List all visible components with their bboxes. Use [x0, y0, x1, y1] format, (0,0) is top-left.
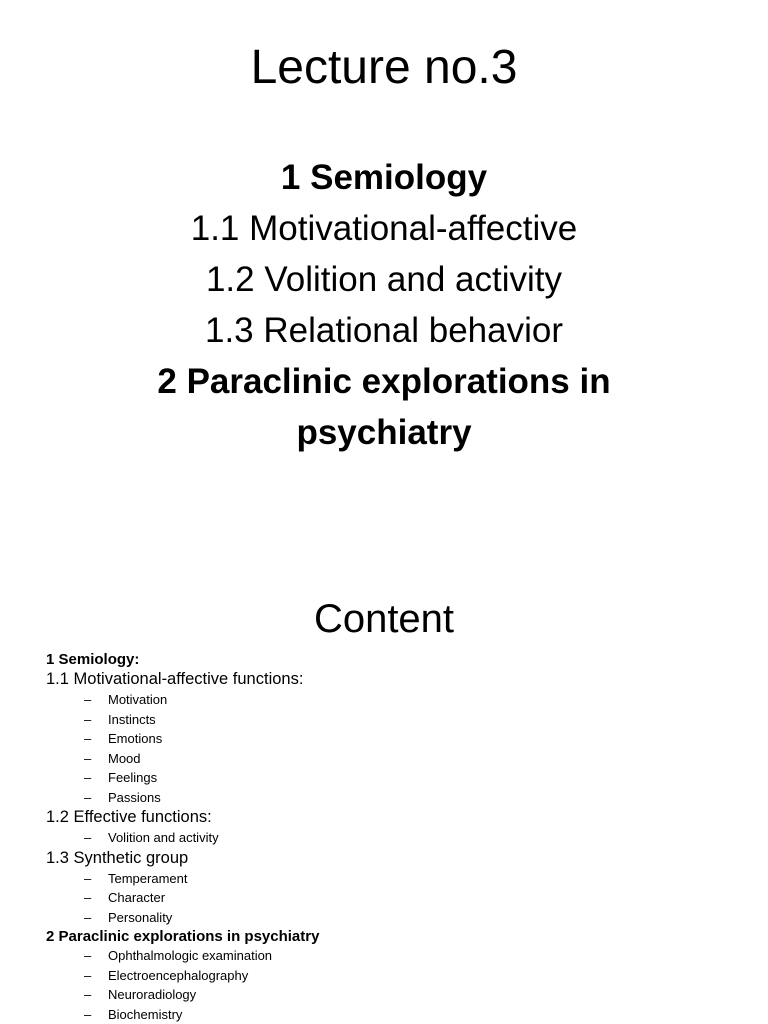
list-item: – Neuroradiology: [84, 987, 197, 1002]
lecture-outline: [0, 152, 768, 458]
outline-item-motivational-affective: 1.1 Motivational-affective: [190, 209, 578, 248]
section-label: 1.1 Motivational-affective functions:: [46, 670, 304, 688]
list-item: – Mood: [84, 750, 141, 766]
outline-item-paraclinic: 2 Paraclinic explorations in psychiatry: [157, 362, 611, 452]
list-item: – Ophthalmologic examination: [84, 948, 273, 963]
list-item: – Temperament: [84, 870, 188, 886]
outline-item-volition-activity: 1.2 Volition and activity: [205, 260, 563, 299]
list-item: – Volition and activity: [84, 830, 219, 845]
list-item: – Emotions: [84, 731, 163, 746]
content-title: Content: [313, 597, 455, 641]
semiology-heading: 1 Semiology:: [46, 651, 140, 668]
outline-item-semiology: 1 Semiology: [280, 158, 488, 197]
paraclinic-heading: 2 Paraclinic explorations in psychiatry: [46, 928, 320, 945]
outline-item-relational-behavior: 1.3 Relational behavior: [204, 311, 563, 350]
list-item: – Motivation: [84, 692, 168, 707]
lecture-title: Lecture no.3: [250, 41, 518, 94]
list-item: – Feelings: [84, 770, 158, 785]
section-label: 1.3 Synthetic group: [46, 848, 189, 867]
list-item: – Character: [84, 890, 166, 905]
section-label: 1.2 Effective functions:: [46, 808, 212, 826]
list-item: – Instincts: [84, 711, 156, 727]
content-list: [46, 650, 726, 1024]
list-item: – Electroencephalography: [84, 967, 249, 983]
list-item: – Personality: [84, 909, 173, 925]
list-item: – Biochemistry: [84, 1006, 183, 1022]
list-item: – Passions: [84, 789, 161, 805]
